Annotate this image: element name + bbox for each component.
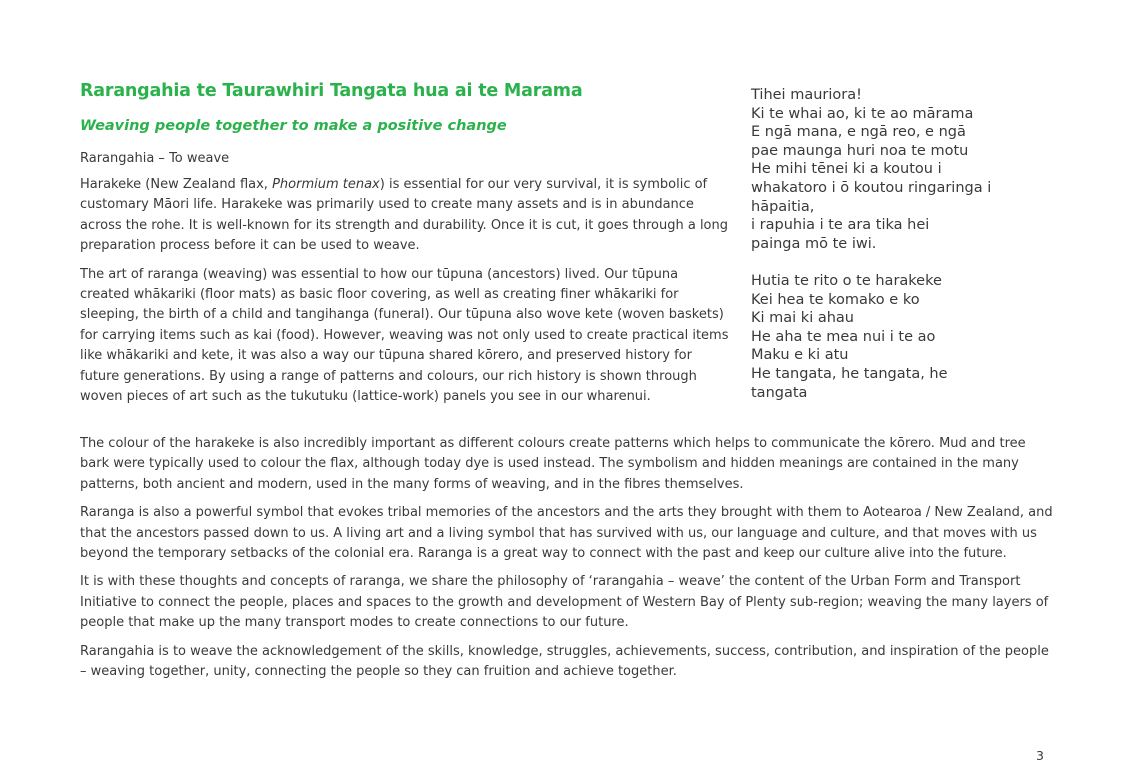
paragraph-art-of-raranga: The art of raranga (weaving) was essential to how our tūpuna (ancestors) lived. Our tūpuna created whākariki (floor mats) as basic floor covering, as well as creating finer whākariki for sleeping, the birth of a child and tangihanga (funeral). Our tūpuna also wove kete (woven baskets) for carrying items such as kai (food). However, weaving was not only used to create practical items like whākariki and kete, it was also a way our tūpuna shared kōrero, and preserved history for future generations. By using a range of patterns and colours, our rich history is shown through woven pieces of art such as the tukutuku (lattice-work) panels you see in our wharenui. bbox=[80, 266, 729, 405]
paragraph-harakeke-colour: The colour of the harakeke is also incredibly important as different colours create patterns which helps to communicate the kōrero. Mud and tree bark were typically used to colour the flax, although today dye is used instead. The symbolism and hidden meanings are contained in the many patterns, both ancient and modern, used in the many forms of weaving, and in the fibres themselves. bbox=[80, 436, 1026, 492]
poem-line: He mihi tēnei ki a koutou i bbox=[751, 161, 942, 178]
poem-line: i rapuhia i te ara tika hei bbox=[751, 217, 930, 234]
paragraph-harakeke-part-a: Harakeke (New Zealand flax, bbox=[80, 177, 273, 192]
page-subtitle: Weaving people together to make a positive change bbox=[80, 118, 507, 134]
intro-line: Rarangahia – To weave bbox=[80, 151, 230, 166]
poem-line: Hutia te rito o te harakeke bbox=[751, 272, 942, 289]
poem-line: tangata bbox=[751, 384, 808, 401]
paragraph-harakeke-part-b: ) is essential for our very survival, it is symbolic of customary Māori life. Harakeke was primarily used to create many assets and is in abundance across the rohe. It is well-known for its strength and durability. Once it is cut, it goes through a long preparation process before it can be used to weave. bbox=[80, 177, 729, 254]
full-width-section bbox=[80, 434, 1055, 690]
poem-line: E ngā mana, e ngā reo, e ngā bbox=[751, 124, 966, 141]
poem-line: He aha te mea nui i te ao bbox=[751, 328, 936, 345]
paragraph-philosophy: It is with these thoughts and concepts of raranga, we share the philosophy of ‘rarangahia – weave’ the content of the Urban Form and Transport Initiative to connect the people, places and spaces to the growth and development of Western Bay of Plenty sub-region; weaving the many layers of people that make up the many transport modes to create connections to our future. bbox=[80, 574, 1049, 631]
poem-line: Ki mai ki ahau bbox=[751, 310, 854, 327]
poem-line: painga mō te iwi. bbox=[751, 235, 877, 252]
poem-line: Ki te whai ao, ki te ao mārama bbox=[751, 105, 974, 122]
page-title: Rarangahia te Taurawhiri Tangata hua ai te Marama bbox=[80, 81, 583, 101]
poem-line: Maku e ki atu bbox=[751, 347, 849, 364]
paragraph-harakeke bbox=[80, 175, 730, 257]
paragraph-acknowledgement: Rarangahia is to weave the acknowledgement of the skills, knowledge, struggles, achievements, success, contribution, and inspiration of the people – weaving together, unity, connecting the people so they can fruition and achieve together. bbox=[80, 643, 1049, 680]
poem-line: pae maunga huri noa te motu bbox=[751, 142, 969, 159]
poem-line: Kei hea te komako e ko bbox=[751, 291, 920, 308]
poem-line: He tangata, he tangata, he bbox=[751, 365, 948, 382]
poem-line: hāpaitia, bbox=[751, 198, 815, 215]
poem-line: whakatoro i ō koutou ringaringa i bbox=[751, 179, 992, 196]
left-column bbox=[80, 175, 730, 415]
poem-line: Tihei mauriora! bbox=[751, 87, 862, 103]
paragraph-raranga-symbol: Raranga is also a powerful symbol that evokes tribal memories of the ancestors and the arts they brought with them to Aotearoa / New Zealand, and that the ancestors passed down to us. A living art and a living symbol that has survived with us, our language and culture, and that moves with us beyond the temporary setbacks of the colonial era. Raranga is a great way to connect with the past and keep our culture alive into the future. bbox=[80, 505, 1053, 562]
page-number: 3 bbox=[1036, 748, 1044, 763]
botanical-name: Phormium tenax bbox=[272, 177, 380, 192]
poem-block bbox=[751, 86, 1031, 402]
stanza-break bbox=[751, 253, 1031, 272]
